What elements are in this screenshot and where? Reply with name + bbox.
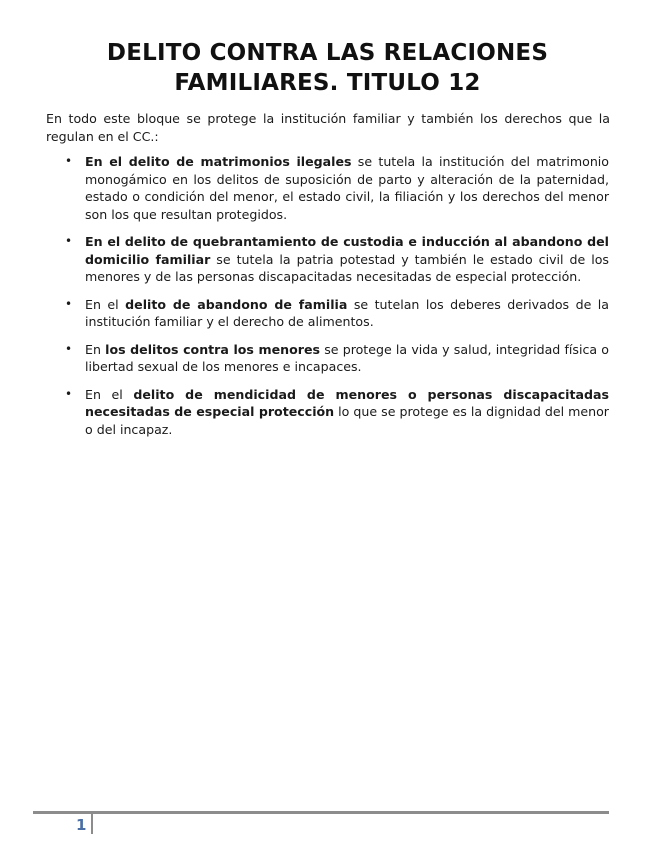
bullet-item-menores [65, 341, 609, 376]
bullet-text: se protege la vida y salud, integridad física o libertad sexual de los menores e incapaces. [85, 341, 609, 374]
bullet-marker: • [65, 341, 73, 356]
bullet-text: se tutelan los deberes derivados de la institución familiar y el derecho de alimentos. [85, 296, 610, 329]
bullet-marker: • [65, 296, 73, 311]
bullet-prefix: En [85, 341, 106, 357]
page-number: 1 [76, 816, 87, 834]
bullet-marker: • [65, 154, 73, 168]
bullet-marker: • [65, 234, 73, 248]
bullet-marker: • [65, 386, 73, 401]
page-number-separator [91, 814, 93, 834]
bullet-item-custodia [65, 233, 609, 286]
bullet-bold-text: delito de mendicidad de menores o personas discapacitadas necesitadas de especial protección [85, 386, 610, 419]
title-line-1: DELITO CONTRA LAS RELACIONES [106, 40, 549, 66]
bullet-item-matrimonios [65, 153, 610, 223]
bullet-bold-text: En el delito de quebrantamiento de custodia e inducción al abandono del domicilio familiar [85, 234, 609, 267]
bullet-text: se tutela la patria potestad y también le estado civil de los menores y de las personas discapacitadas necesitadas de especial protección. [85, 251, 609, 284]
intro-paragraph: En todo este bloque se protege la institución familiar y también los derechos que la regulan en el CC.: [46, 111, 610, 144]
bullet-item-mendicidad [65, 386, 610, 439]
footer-divider [33, 811, 609, 814]
bullet-text: se tutela la institución del matrimonio monogámico en los delitos de suposición de parto y alteración de la paternidad, estado o condición del menor, el estado civil, la filiación y los derechos del menor son los que resultan protegidos. [85, 154, 610, 222]
bullet-bold-text: delito de abandono de familia [125, 296, 348, 312]
bullet-prefix: En el [85, 386, 134, 402]
document-title [40, 38, 615, 98]
bullet-list [65, 153, 610, 448]
bullet-item-abandono [65, 296, 610, 331]
bullet-bold-text: los delitos contra los menores [105, 341, 321, 357]
bullet-text: lo que se protege es la dignidad del menor o del incapaz. [85, 404, 609, 437]
bullet-bold-text: En el delito de matrimonios ilegales [85, 154, 352, 169]
bullet-prefix: En el [85, 296, 126, 312]
title-line-2: FAMILIARES. TITULO 12 [174, 70, 481, 96]
